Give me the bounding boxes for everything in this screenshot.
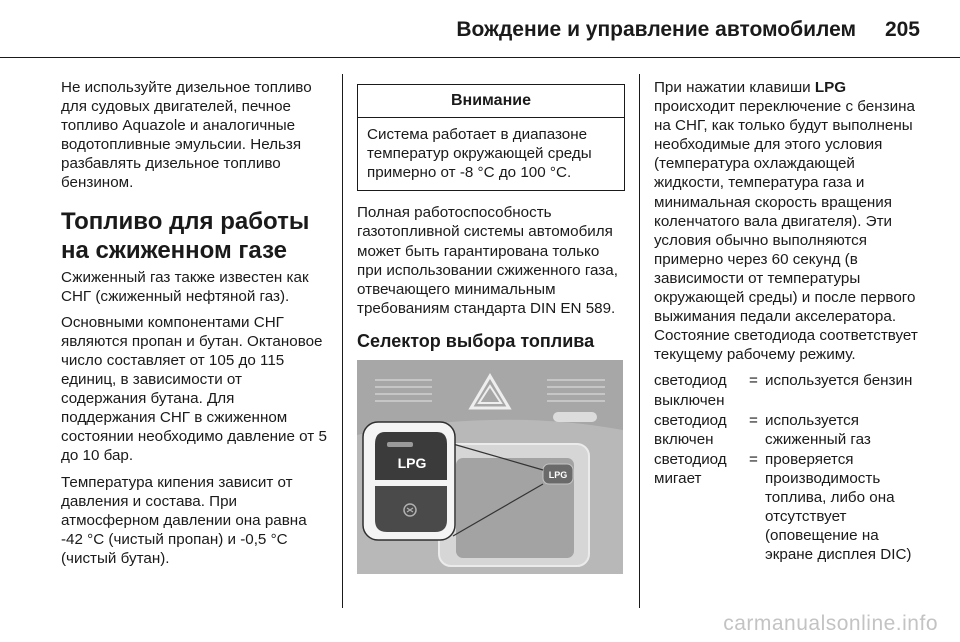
diesel-warning-paragraph: Не используйте дизельное топливо для судовых двигателей, печное топливо Aquazole и аналогичные водотопливные эмульсии. Нельзя разбавлять дизельное топливо бензином. — [61, 79, 312, 192]
watermark: carmanualsonline.info — [723, 612, 938, 635]
led-status-row: светодиод выключен = используется бензин — [654, 372, 913, 409]
caution-box — [357, 84, 625, 191]
column-divider-right — [639, 74, 640, 608]
lpg-key-label: LPG — [814, 79, 847, 96]
lpg-small-label: LPG — [548, 469, 568, 480]
caution-text: Система работает в диапазоне температур окружающей среды примерно от -8 °C до 100 °C. — [367, 126, 592, 182]
column-1 — [61, 78, 327, 575]
lpg-components-paragraph: Основными компонентами СНГ являются пропан и бутан. Октановое число составляет от 105 до 115 единиц, в зависимости от содержания бутана. Для поддержания СНГ в сжиженном состоянии необходимо давление от 5 до 10 бар. — [61, 313, 327, 465]
page-header-title: Вождение и управление автомобилем — [456, 18, 856, 41]
page-number: 205 — [884, 18, 920, 41]
led-status-row: светодиод включен = используется сжиженный газ — [654, 411, 871, 448]
lpg-button-label: LPG — [397, 454, 427, 471]
caution-title: Внимание — [358, 85, 624, 118]
column-divider-left — [342, 74, 343, 608]
lpg-standard-paragraph: Полная работоспособность газотопливной системы автомобиля может быть гарантирована только при использовании сжиженного газа, отвечающего минимальным требованиям стандарта DIN EN 589. — [357, 204, 618, 317]
boiling-point-paragraph: Температура кипения зависит от давления и состава. При атмосферном давлении она равна -42 °C (чистый пропан) и -0,5 °C (чистый бутан). — [61, 473, 307, 567]
fuel-selector-heading: Селектор выбора топлива — [357, 330, 595, 351]
led-status-list — [654, 371, 922, 564]
led-status-row: светодиод мигает = проверяется производимость топлива, либо она отсутствует (оповещение на экране дисплея DIC) — [654, 450, 912, 564]
lpg-definition-paragraph: Сжиженный газ также известен как СНГ (сжиженный нефтяной газ). — [61, 268, 309, 305]
column-2 — [357, 84, 625, 574]
lpg-switch-paragraph: При нажатии клавиши LPG происходит переключение с бензина на СНГ, как только будут выполнены необходимые для этого условия (температура охлаждающей жидкости, температура газа и минимальная скорость вращения коленчатого вала двигателя). Эти условия обычно выполняются примерно через 60 секунд (в зависимости от температуры окружающей среды) и после первого выжимания педали акселератора. Состояние светодиода соответствует текущему рабочему режиму. — [654, 79, 918, 364]
column-3 — [654, 78, 922, 565]
lpg-fuel-heading: Топливо для работы на сжиженном газе — [61, 207, 310, 264]
header-rule — [0, 57, 960, 58]
dashboard-illustration — [357, 360, 623, 574]
fuel-selector-figure — [357, 360, 623, 574]
